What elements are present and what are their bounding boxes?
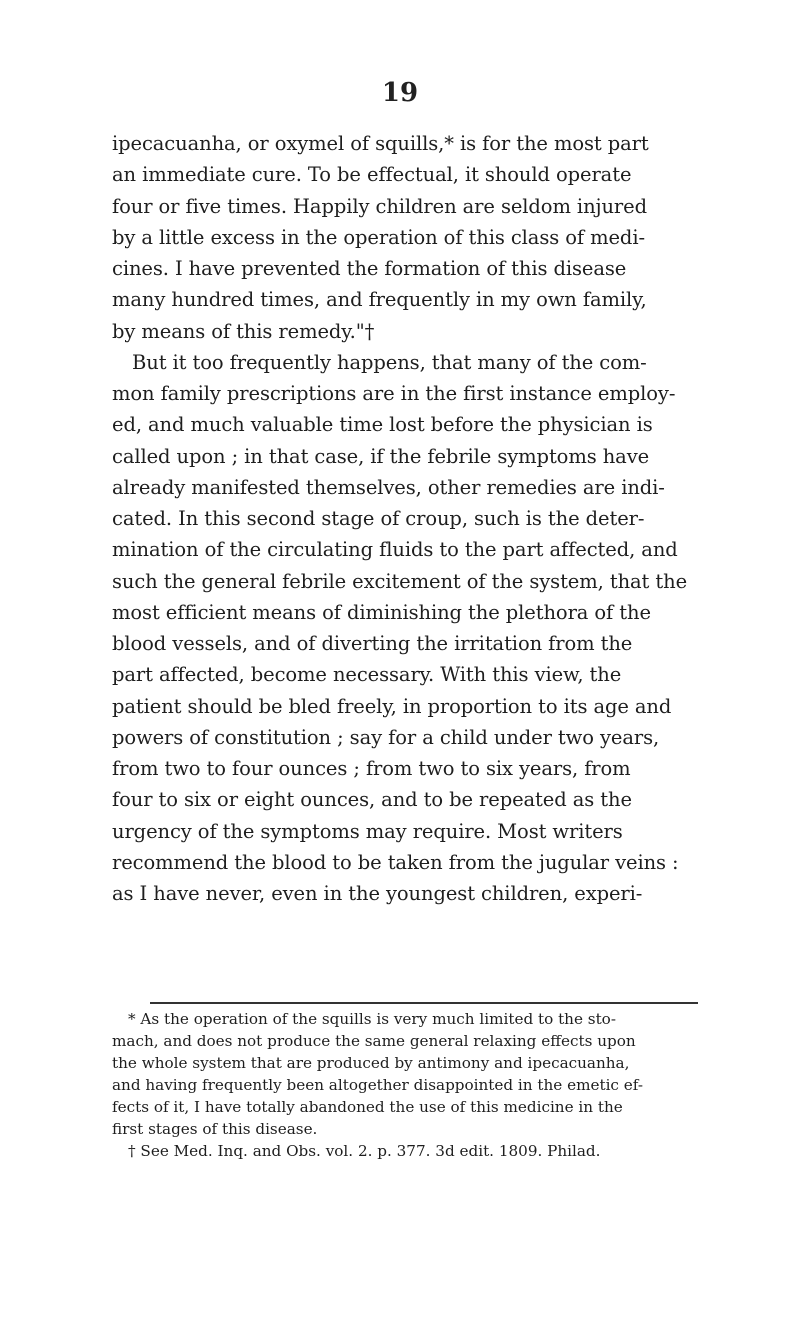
page-number: 19 — [381, 78, 419, 108]
footnote-line: first stages of this disease. — [112, 1120, 318, 1138]
text-line: ed, and much valuable time lost before the physician is — [112, 413, 653, 437]
text-line: patient should be bled freely, in proportion to its age and — [112, 694, 672, 718]
text-line: as I have never, even in the youngest children, experi- — [112, 882, 643, 905]
text-line: such the general febrile excitement of the system, that the — [112, 569, 688, 593]
text-line: ipecacuanha, or oxymel of squills,* is for the most part — [112, 132, 649, 155]
text-line: four to six or eight ounces, and to be repeated as the — [112, 788, 632, 812]
text-line: But it too frequently happens, that many of the com- — [132, 350, 647, 374]
text-line: already manifested themselves, other remedies are indi- — [112, 475, 665, 499]
text-line: by a little excess in the operation of this class of medi- — [112, 225, 645, 249]
text-line: most efficient means of diminishing the plethora of the — [112, 600, 651, 624]
text-line: recommend the blood to be taken from the jugular veins : — [112, 850, 679, 874]
footnote-line: the whole system that are produced by antimony and ipecacuanha, — [112, 1054, 630, 1072]
footnote-line: fects of it, I have totally abandoned the use of this medicine in the — [112, 1098, 623, 1116]
text-line: powers of constitution ; say for a child under two years, — [112, 725, 660, 749]
footnotes — [112, 1008, 697, 1162]
footnote-line: mach, and does not produce the same general relaxing effects upon — [112, 1032, 636, 1050]
footnote-line: † See Med. Inq. and Obs. vol. 2. p. 377. 3d edit. 1809. Philad. — [128, 1142, 601, 1160]
body-text — [112, 128, 697, 909]
text-line: by means of this remedy."† — [112, 319, 375, 343]
text-line: cines. I have prevented the formation of this disease — [112, 257, 627, 280]
text-line: four or five times. Happily children are seldom injured — [112, 194, 647, 218]
text-line: blood vessels, and of diverting the irritation from the — [112, 632, 633, 655]
footnote-line: and having frequently been altogether disappointed in the emetic ef- — [112, 1076, 643, 1094]
footnote-divider — [150, 1002, 698, 1004]
text-line: an immediate cure. To be effectual, it should operate — [112, 163, 632, 187]
text-line: from two to four ounces ; from two to six years, from — [112, 757, 631, 780]
text-line: mon family prescriptions are in the first instance employ- — [112, 382, 676, 405]
text-line: cated. In this second stage of croup, such is the deter- — [112, 507, 645, 530]
text-line: mination of the circulating fluids to the part affected, and — [112, 538, 678, 562]
text-line: called upon ; in that case, if the febrile symptoms have — [112, 444, 650, 468]
text-line: many hundred times, and frequently in my own family, — [112, 288, 647, 312]
footnote-line: * As the operation of the squills is very much limited to the sto- — [128, 1010, 616, 1028]
text-line: urgency of the symptoms may require. Most writers — [112, 819, 623, 843]
text-line: part affected, become necessary. With this view, the — [112, 663, 622, 687]
